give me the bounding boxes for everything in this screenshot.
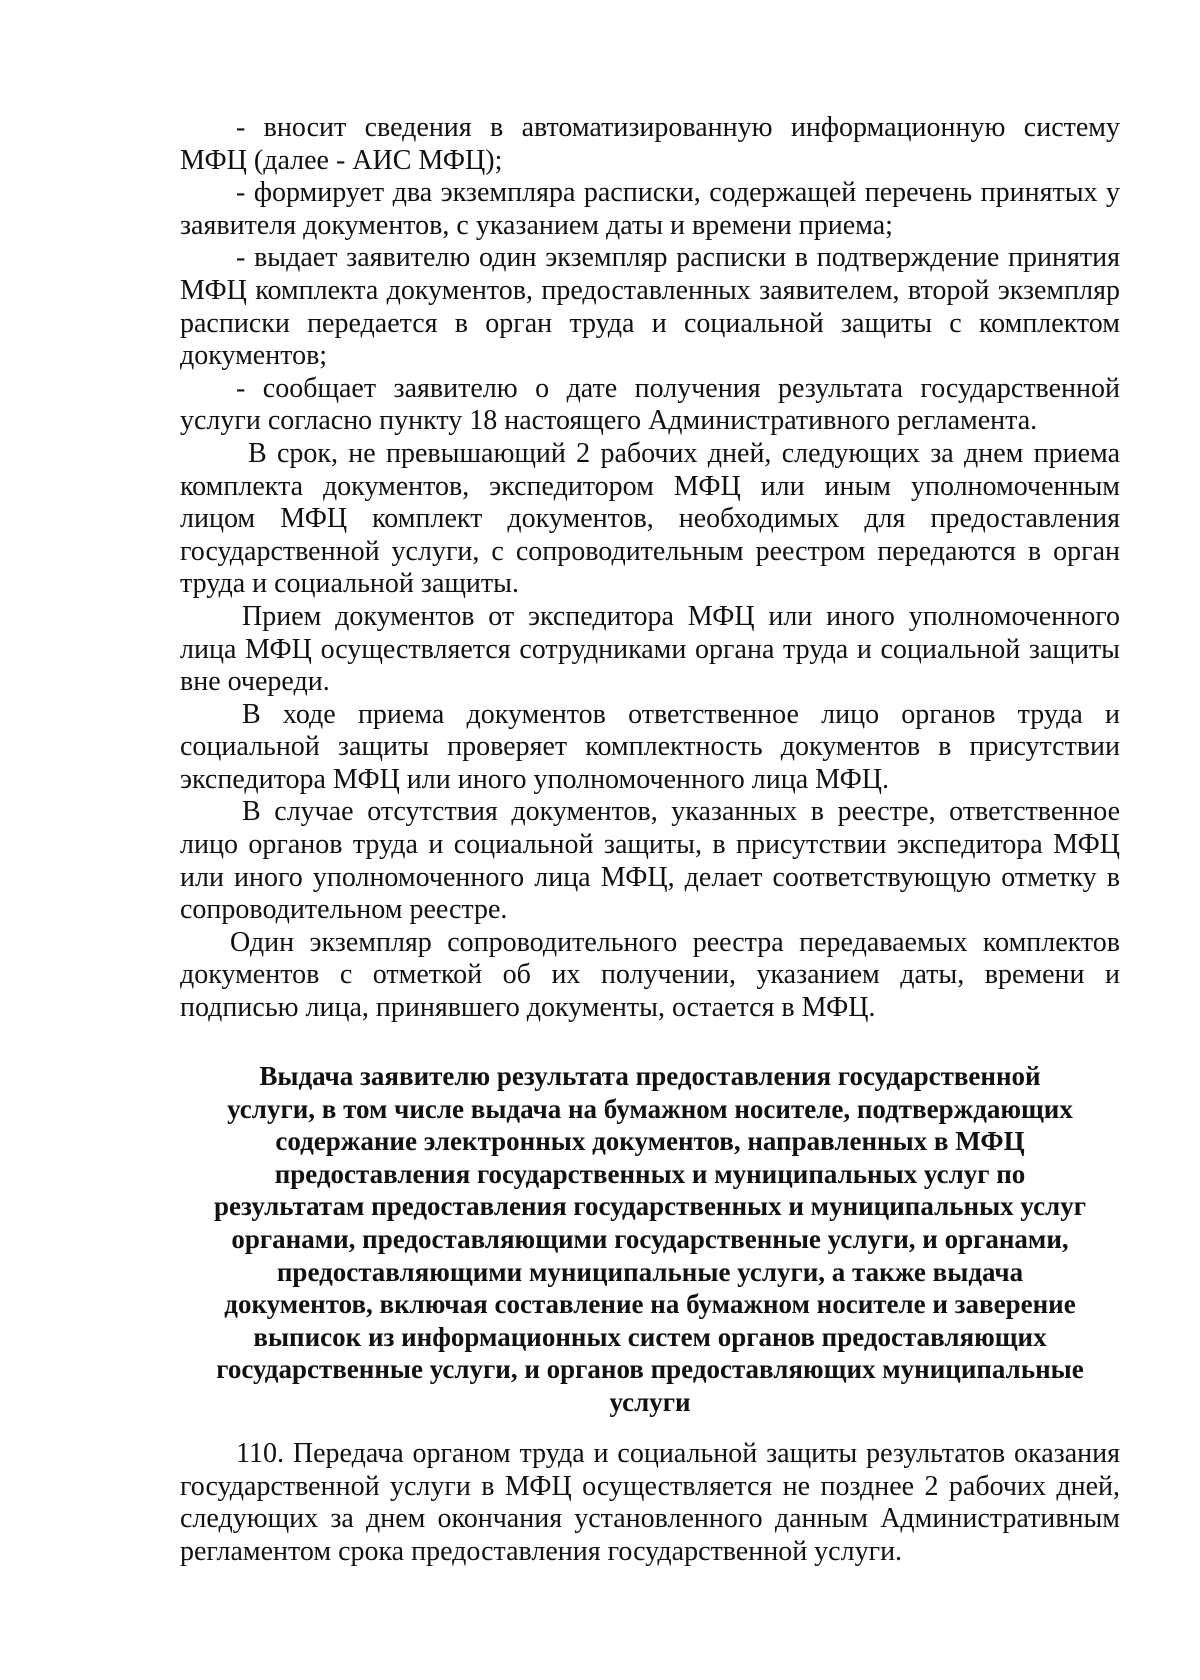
paragraph-ais-entry: - вносит сведения в автоматизированную информационную систему МФЦ (далее - АИС МФЦ);	[180, 112, 1120, 176]
heading-line: предоставления государственных и муниципальных услуг по	[274, 1158, 1026, 1189]
paragraph-missing-documents: В случае отсутствия документов, указанных в реестре, ответственное лицо органов труда и социальной защиты, в присутствии экспедитора МФЦ или иного уполномоченного лица МФЦ, делает соответствующую отметку в сопроводительном реестре.	[180, 796, 1120, 926]
paragraph-result-date: - сообщает заявителю о дате получения результата государственной услуги согласно пункту 18 настоящего Административного регламента.	[180, 372, 1120, 437]
paragraph-receipt-issue: - выдает заявителю один экземпляр расписки в подтверждение принятия МФЦ комплекта документов, предоставленных заявителем, второй экземпляр расписки передается в орган труда и социальной защиты с комплектом документов;	[180, 242, 1120, 372]
paragraph-completeness-check: В ходе приема документов ответственное лицо органов труда и социальной защиты проверяет комплектность документов в присутствии экспедитора МФЦ или иного уполномоченного лица МФЦ.	[180, 698, 1120, 795]
paragraph-transfer-deadline: В срок, не превышающий 2 рабочих дней, следующих за днем приема комплекта документов, экспедитором МФЦ или иным уполномоченным лицом МФЦ комплект документов, необходимых для предоставления государственной услуги, с сопроводительным реестром передаются в орган труда и социальной защиты.	[180, 437, 1120, 600]
document-body	[180, 112, 1120, 1025]
heading-line: услуги, в том числе выдача на бумажном носителе, подтверждающих	[227, 1093, 1073, 1124]
heading-line: государственные услуги, и органов предоставляющих муниципальные	[216, 1354, 1084, 1385]
paragraph-document-reception: Прием документов от экспедитора МФЦ или иного уполномоченного лица МФЦ осуществляется сотрудниками органа труда и социальной защиты вне очереди.	[180, 600, 1120, 698]
paragraph-registry-copy: Один экземпляр сопроводительного реестра передаваемых комплектов документов с отметкой об их получении, указанием даты, времени и подписью лица, принявшего документы, остается в МФЦ.	[180, 926, 1120, 1024]
section-heading	[180, 1060, 1120, 1419]
paragraph-110: 110. Передача органом труда и социальной защиты результатов оказания государственной услуги в МФЦ осуществляется не позднее 2 рабочих дней, следующих за днем окончания установленного данным Административным регламентом срока предоставления государственной услуги.	[180, 1438, 1120, 1567]
heading-line: выписок из информационных систем органов предоставляющих	[253, 1321, 1047, 1352]
heading-line: документов, включая составление на бумажном носителе и заверение	[224, 1289, 1076, 1320]
heading-line: Выдача заявителю результата предоставления государственной	[259, 1061, 1041, 1091]
paragraph-receipt-copies: - формирует два экземпляра расписки, содержащей перечень принятых у заявителя документов, с указанием даты и времени приема;	[180, 177, 1120, 241]
heading-line: предоставляющими муниципальные услуги, а также выдача	[276, 1256, 1024, 1287]
heading-line: содержание электронных документов, направленных в МФЦ	[275, 1126, 1025, 1157]
final-section	[180, 1438, 1120, 1568]
heading-line: органами, предоставляющими государственные услуги, и органами,	[231, 1223, 1069, 1254]
heading-line: услуги	[609, 1386, 691, 1417]
heading-line: результатам предоставления государственных и муниципальных услуг	[214, 1191, 1086, 1222]
